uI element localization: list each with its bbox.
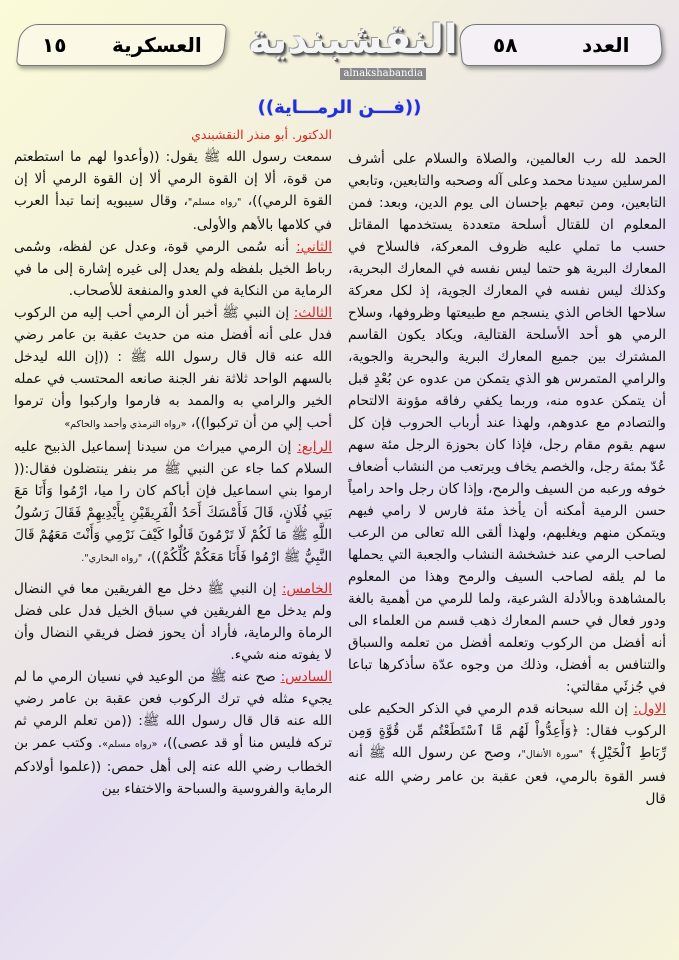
logo-arabic: النقشبندية [248, 17, 458, 63]
third-label: الثالث: [293, 305, 332, 321]
fourth-point [14, 436, 332, 570]
intro-paragraph: الحمد لله رب العالمين، والصلاة والسلام على أشرف المرسلين سيدنا محمد وعلى آله وصحبه والتابعين، وتابعي التابعين، ومن تبعهم بإحسان الى يوم الدين، وبعد: فمن المعلوم ان للقتال أسلحة متعددة يستخدمها المقاتل حسب ما تملي عليه ظروف المعركة، فالسلاح في المعارك البرية هو حتما ليس نفسه في المعارك البحرية، وكذلك ليس نفسه في المعارك الجوية، إذ لكل معركة سلاحها الخاص الذي ينسجم مع طبيعتها وظروفها، وسلاح الرمي هو أحد الأسلحة القتالية، ويكاد يكون القاسم المشترك بين جميع المعارك البرية والبحرية والجوية، والرامي المتمرس هو الذي يتمكن من عدوه عن بُعْدٍ قبل أن يتمكن عدوه منه، وربما يكفي رفاقه مؤونة الالتحام والتصادم مع عدوهم، ولهذا عند أرباب الحروب فإن كل سهم يقوم مقام رجل، فإذا كان بحوزة الرجل مئة سهم عُدّ بمئة رجل، والخصم يخاف ويرتعب من النشاب أضعاف خوفه ورعبه من السيف والرمح، وإذا كان رجل واحد رامياً حسن الرمية أمكنه أن يأخذ مئة فارس لا رامي فيهم ويتمكن منهم ويغلبهم، ولهذا ألقى الله تعالى من الرعب لصاحب الرمي عند خشخشة النشاب والجعبة التي يحملها ما لم يلقه لصاحب السيف والرمح وهذا من المعلوم بالمشاهدة وبالأدلة الشرعية، ولما للرمي من أهمية بالغة ودور فعال في حسم المعارك ذهب قسم من العلماء الى أنه أفضل من الركوب وتعلمه أفضل من تعلمه والسباق والتنافس به أفضل، وذلك من وجوه عدّة سأذكرها تباعا في جُزئَي مقالتي: [348, 151, 666, 695]
spacer [14, 570, 332, 578]
third-text: إن النبي ﷺ أخبر أن الرمي أحب إليه من الركوب فدل على أنه أفضل منه من حديث عقبة بن عامر رضي الله عنه قال قال رسول الله ﷺ : ((إن الله ليدخل بالسهم الواحد ثلاثة نفر الجنة صانعه المحتسب في عمله الخير والرامي به والممد به فارموا واركبوا وأن ترموا أحب إلي من أن تركبوا))، [14, 305, 332, 431]
right-column [348, 148, 666, 810]
first-point [348, 698, 666, 810]
fifth-text: إن النبي ﷺ دخل مع الفريقين معا في النضال ولم يدخل مع الفريقين في سباق الخيل فدل على فضل الرماة والرماية، فأراد أن يحوز فضل فريقي النضال وأن لا يفوته منه شيء. [14, 581, 332, 663]
intro-ref: "رواه مسلم" [187, 197, 242, 208]
second-label: الثاني: [296, 239, 332, 255]
third-point [14, 302, 332, 436]
issue-number: ٥٨ [493, 33, 518, 57]
first-text: إن الله سبحانه قدم الرمي في الذكر الحكيم على الركوب فقال: ﴿وَأَعِدُّواْ لَهُم مَّا ٱسْتَطَعْتُم مِّن قُوَّةٍ وَمِن رِّبَاطِ ٱلْخَيْلِ﴾ [348, 701, 667, 761]
third-ref: «رواه الترمذي وأحمد والحاكم» [64, 419, 187, 430]
fourth-ref: "رواه البخاري". [81, 553, 143, 564]
sixth-text: صح عنه ﷺ من الوعيد في نسيان الرمي ما لم يجيء مثله في ترك الركوب فعن عقبة بن عامر رضي الله عنه قال قال رسول الله ﷺ: ((من تعلم الرمي ثم تركه فليس منا أو قد عصى))، [14, 669, 332, 751]
sixth-text-2: . وكتب عمر بن الخطاب رضي الله عنه إلى أهل حمص: ((علموا أولادكم الرماية والفروسية والسباحة والاختفاء بين [14, 735, 332, 797]
magazine-logo [248, 16, 458, 80]
fourth-label: الرابع: [297, 439, 332, 455]
logo-latin: alnakshabandia [340, 68, 426, 80]
section-label: العسكرية [111, 33, 202, 57]
section-banner [16, 24, 227, 66]
page-number: ١٥ [41, 33, 67, 57]
fifth-label: الخامس: [281, 581, 332, 597]
fifth-point [14, 578, 332, 666]
intro-text: سمعت رسول الله ﷺ يقول: ((وأعدوا لهم ما استطعتم من قوة، ألا إن القوة الرمي ألا إن القوة الرمي ألا إن القوة الرمي))، [14, 149, 332, 209]
issue-label: العدد [581, 33, 629, 57]
issue-banner [458, 24, 664, 66]
fourth-text: إن الرمي ميراث من سيدنا إسماعيل الذبيح عليه السلام كما جاء عن النبي ﷺ مر بنفر ينتضلون فقال:(( ارموا بني اسماعيل فإن أباكم كان را ميا، ارْمُوا وَأَنَا مَعَ بَنِي فُلَانٍ، قَالَ فَأَمْسَكَ أَحَدُ الْفَرِيقَيْنِ بِأَيْدِيهِمْ فَقَالَ رَسُولُ اللَّهِ ﷺ مَا لَكُمْ لَا تَرْمُونَ قَالُوا كَيْفَ نَرْمِي وَأَنْتَ مَعَهُمْ قَالَ النَّبِيُّ ﷺ ارْمُوا فَأَنَا مَعَكُمْ كُلِّكُمْ))، [14, 439, 332, 565]
page-header [0, 0, 679, 95]
article-title: ((فـــن الرمـــاية)) [257, 97, 422, 118]
left-column [14, 124, 332, 800]
second-point [14, 236, 332, 302]
sixth-label: السادس: [280, 669, 332, 685]
second-text: أنه سُمى الرمي قوة، وعدل عن لفظه، وسُمى رباط الخيل بلفظه ولم يعدل إلى غيره إشارة إلى ما في الرماية من النكاية في العدو والمنفعة للأصحاب. [14, 239, 332, 299]
intro-text-2: ، وقال سيبويه إنما تبدأ العرب في كلامها بالأهم والأولى. [14, 193, 332, 233]
first-label: الاول: [633, 701, 666, 717]
sixth-ref: «رواه مسلم» [102, 739, 158, 750]
author-name: الدكتور. أبو منذر النقشبندي [191, 127, 332, 142]
first-ref: "سورة الأنفال" [521, 749, 584, 760]
hadith-paragraph [14, 146, 332, 236]
sixth-point [14, 666, 332, 800]
first-text-2: ، وصح عن رسول الله ﷺ أنه فسر القوة بالرمي، فعن عقبة بن عامر رضي الله عنه قال [348, 745, 666, 807]
